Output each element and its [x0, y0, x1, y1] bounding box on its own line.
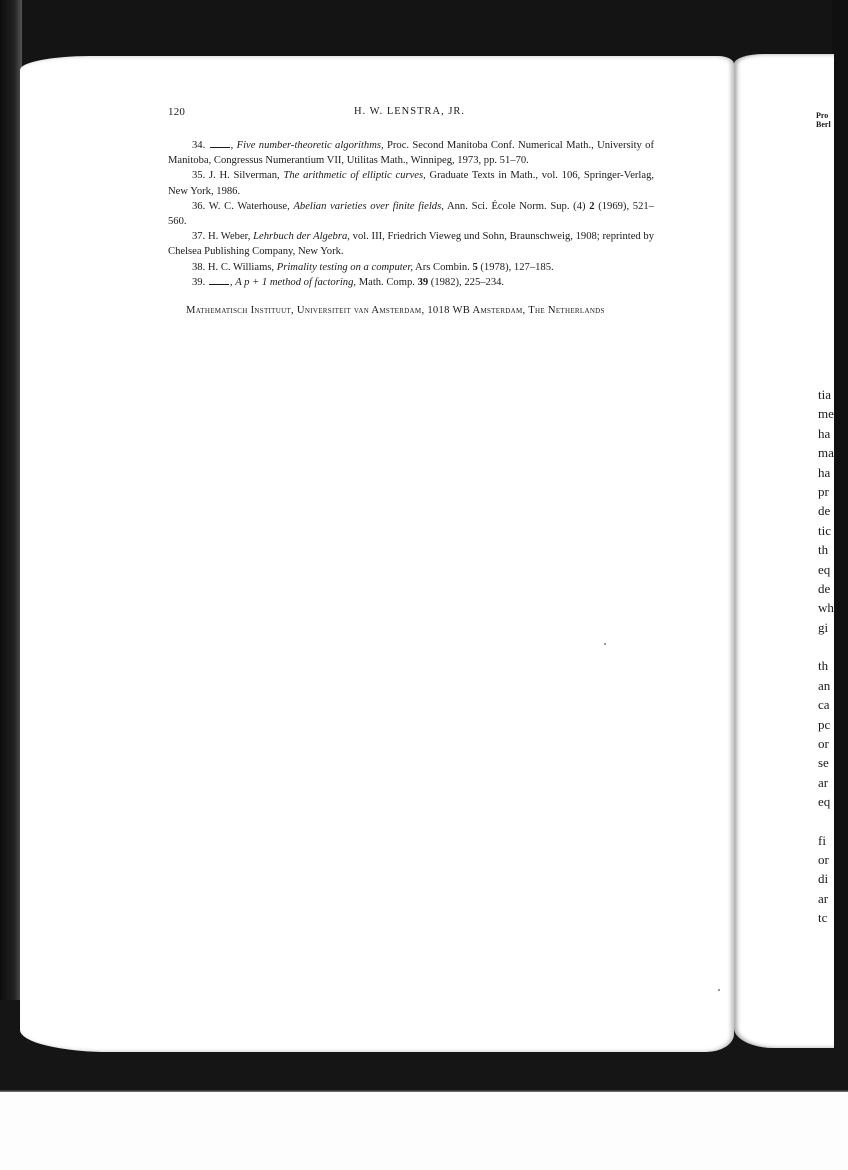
facing-page-header-line: Berl: [816, 120, 831, 129]
facing-page-line: or: [818, 851, 829, 867]
facing-page-line: an: [818, 677, 831, 693]
facing-page-line: wh: [818, 600, 834, 616]
reference-author: H. Weber,: [207, 231, 251, 243]
reference-item: 39. , A p + 1 method of factoring, Math. Comp. 39 (1982), 225–234.: [192, 276, 505, 288]
reference-volume: 39: [417, 276, 429, 288]
reference-volume: 2: [589, 200, 595, 212]
ditto-rule: [209, 276, 229, 285]
facing-page-line: ha: [818, 425, 831, 441]
reference-number: 37.: [192, 231, 206, 243]
facing-page-line: ca: [818, 697, 830, 713]
reference-source: Proc. Second Manitoba Conf. Numerical Math., University of Manitoba, Congressus Numerantium VII, Utilitas Math., Winnipeg, 1973, pp. 51–70.: [168, 140, 655, 167]
facing-page-line: di: [818, 871, 829, 887]
reference-number: 34.: [192, 140, 206, 151]
facing-page-line: eq: [818, 561, 831, 577]
reference-source: vol. III, Friedrich Vieweg und Sohn, Braunschweig, 1908; reprinted by Chelsea Publishing Company, New York.: [168, 231, 655, 258]
reference-title: Primality testing on a computer,: [276, 261, 413, 273]
facing-page-line: de: [818, 581, 831, 597]
reference-author: H. C. Williams,: [207, 261, 275, 273]
page-number: 120: [168, 106, 186, 118]
facing-page-text: [818, 385, 834, 928]
facing-page-line: or: [818, 735, 829, 751]
reference-details: (1969), 521–560.: [168, 200, 654, 228]
facing-page-line: th: [818, 658, 829, 674]
reference-title: Lehrbuch der Algebra,: [253, 231, 350, 243]
facing-page-line: ar: [818, 890, 829, 906]
scan-speck: [604, 643, 606, 645]
reference-item: 34. , Five number-theoretic algorithms, Proc. Second Manitoba Conf. Numerical Math., University of Manitoba, Congressus Numerantium VII, Utilitas Math., Winnipeg, 1973, pp. 51–70.: [168, 140, 655, 167]
running-head: H. W. LENSTRA, JR.: [354, 106, 466, 117]
facing-page-header-line: Pro: [816, 111, 829, 120]
facing-page-line: ar: [818, 774, 829, 790]
facing-page-line: gi: [818, 619, 829, 635]
reference-volume: 5: [472, 261, 478, 273]
reference-item: [168, 260, 654, 275]
facing-page-line: se: [818, 755, 829, 771]
facing-page-header: [816, 111, 846, 129]
author-address: Mathematisch Instituut, Universiteit van Amsterdam, 1018 WB Amsterdam, The Netherlands: [186, 305, 605, 316]
reference-item: [168, 229, 654, 259]
reference-number: 36.: [192, 200, 206, 212]
reference-source: Ann. Sci. École Norm. Sup. (4): [443, 200, 590, 212]
facing-page-line: fi: [818, 832, 826, 848]
reference-details: (1978), 127–185.: [477, 261, 554, 273]
reference-source: Ars Combin.: [412, 261, 473, 273]
reference-number: 38.: [192, 261, 206, 273]
facing-page-line: [818, 812, 834, 831]
facing-page-line: tc: [818, 910, 828, 926]
facing-page-line: tic: [818, 522, 831, 538]
scan-background-left: [0, 0, 22, 1090]
scan-bottom-margin: [0, 1092, 848, 1170]
reference-number: 35.: [192, 170, 206, 182]
reference-author: W. C. Waterhouse,: [208, 200, 290, 212]
scan-background-right: [832, 0, 848, 1090]
ditto-rule: [210, 139, 230, 148]
facing-page-line: pr: [818, 484, 829, 500]
facing-page-line: ha: [818, 464, 831, 480]
facing-page-line: tia: [818, 387, 831, 402]
scan-speck: [718, 989, 720, 991]
facing-page-line: eq: [818, 794, 831, 810]
reference-title: Abelian varieties over finite fields,: [293, 200, 444, 212]
reference-details: (1982), 225–234.: [428, 276, 505, 288]
reference-item: [168, 168, 654, 198]
reference-title: Five number-theoretic algorithms,: [236, 140, 384, 151]
facing-page-line: [818, 637, 834, 656]
reference-author: J. H. Silverman,: [208, 170, 280, 182]
facing-page-line: pc: [818, 716, 831, 732]
facing-page-line: me: [818, 406, 834, 422]
reference-source: Graduate Texts in Math., vol. 106, Springer-Verlag, New York, 1986.: [168, 170, 655, 197]
reference-title: A p + 1 method of factoring,: [235, 276, 357, 288]
facing-page-line: de: [818, 503, 831, 519]
facing-page-line: ma: [818, 445, 834, 461]
reference-title: The arithmetic of elliptic curves,: [283, 170, 426, 182]
reference-number: 39.: [192, 276, 206, 288]
facing-page-line: th: [818, 542, 829, 558]
reference-list: [168, 138, 654, 290]
reference-item: [168, 199, 654, 229]
reference-source: Math. Comp.: [356, 276, 418, 288]
